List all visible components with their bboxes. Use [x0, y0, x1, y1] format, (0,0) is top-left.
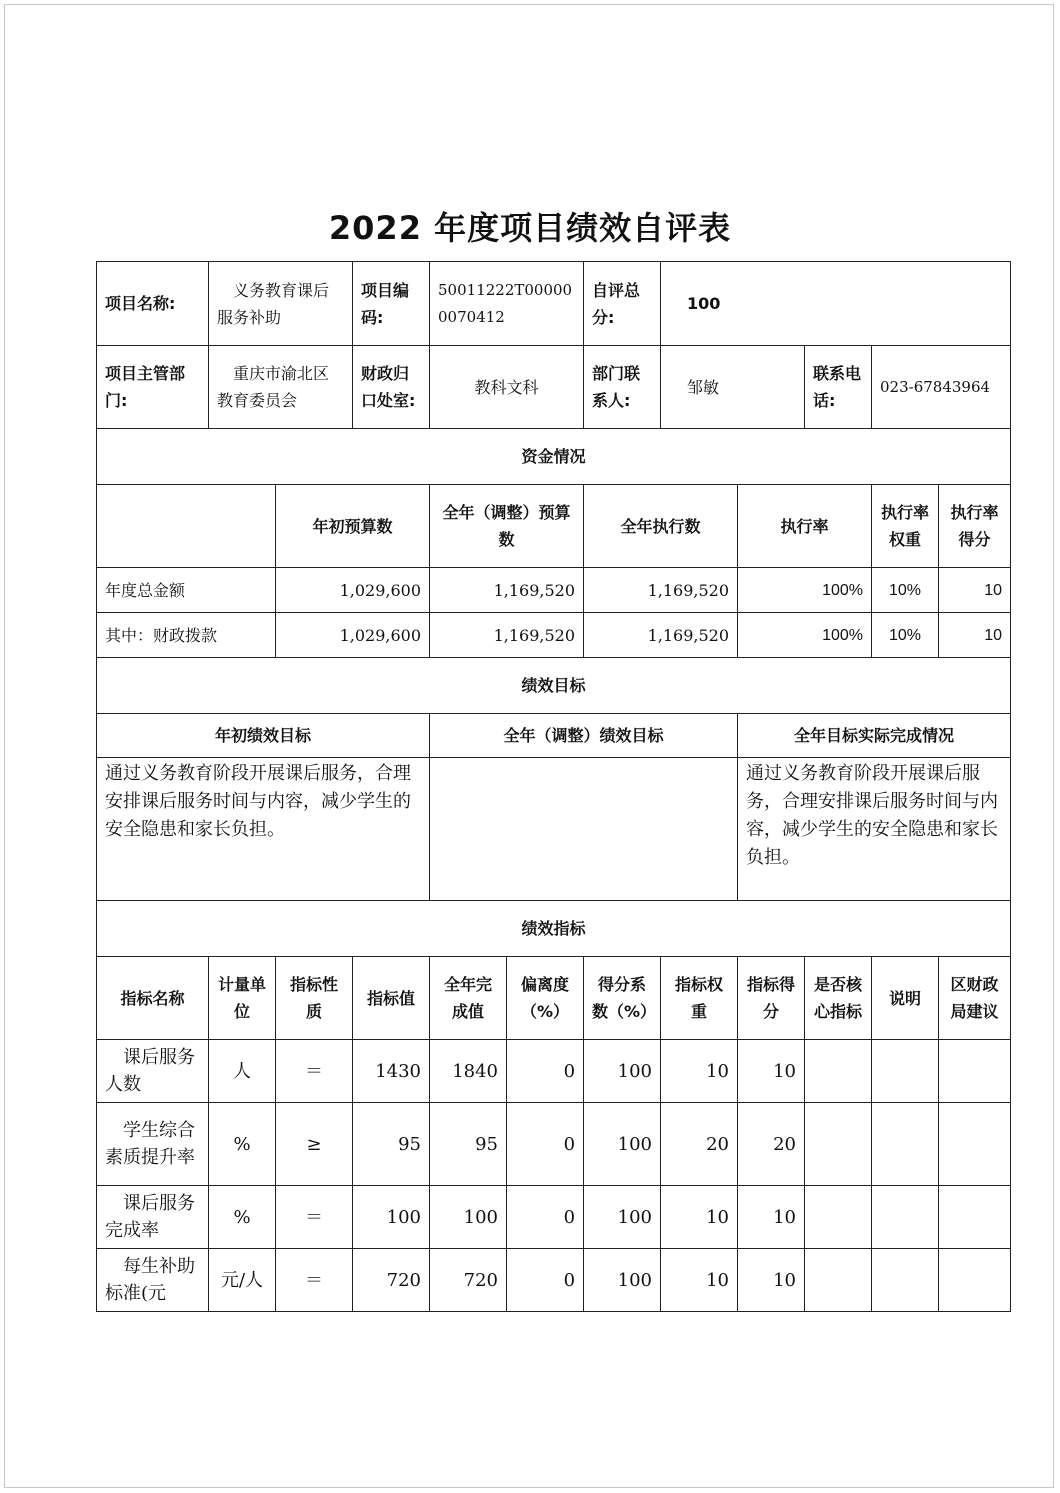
- ind-suggestion: [939, 1186, 1011, 1249]
- ind-actual: 95: [430, 1103, 507, 1186]
- funds-adjusted-budget: 1,169,520: [430, 613, 584, 658]
- goals-section-title: 绩效目标: [97, 658, 1011, 714]
- ind-coefficient: 100: [584, 1186, 661, 1249]
- project-name-value: 义务教育课后服务补助: [209, 262, 353, 346]
- goals-header-adjusted: 全年（调整）绩效目标: [430, 714, 738, 758]
- ind-coefficient: 100: [584, 1103, 661, 1186]
- funds-header-row: [97, 485, 1011, 568]
- dept-value: 重庆市渝北区教育委员会: [209, 346, 353, 429]
- funds-row-total: [97, 568, 1011, 613]
- dept-label: 项目主管部门:: [97, 346, 209, 429]
- ind-core: [805, 1103, 872, 1186]
- ind-header-deviation: 偏离度（%）: [507, 957, 584, 1040]
- ind-nature: ＝: [276, 1249, 353, 1312]
- ind-score: 10: [738, 1040, 805, 1103]
- ind-deviation: 0: [507, 1186, 584, 1249]
- funds-rate-score: 10: [939, 568, 1011, 613]
- ind-unit: %: [209, 1103, 276, 1186]
- ind-coefficient: 100: [584, 1249, 661, 1312]
- ind-header-coefficient: 得分系数（%）: [584, 957, 661, 1040]
- self-evaluation-table: [96, 261, 1011, 1312]
- ind-name: 每生补助标准(元: [97, 1249, 209, 1312]
- funds-section-title: 资金情况: [97, 429, 1011, 485]
- ind-actual: 1840: [430, 1040, 507, 1103]
- funds-initial-budget: 1,029,600: [276, 568, 430, 613]
- ind-nature: ＝: [276, 1186, 353, 1249]
- goals-header-row: [97, 714, 1011, 758]
- funds-header-rate-score: 执行率得分: [939, 485, 1011, 568]
- finance-office-value: 教科文科: [430, 346, 584, 429]
- ind-suggestion: [939, 1103, 1011, 1186]
- ind-weight: 10: [661, 1040, 738, 1103]
- funds-adjusted-budget: 1,169,520: [430, 568, 584, 613]
- goal-adjusted-text: [430, 758, 738, 901]
- ind-header-suggestion: 区财政局建议: [939, 957, 1011, 1040]
- funds-rate-weight: 10%: [872, 613, 939, 658]
- ind-suggestion: [939, 1249, 1011, 1312]
- ind-core: [805, 1249, 872, 1312]
- ind-note: [872, 1249, 939, 1312]
- ind-header-unit: 计量单位: [209, 957, 276, 1040]
- project-code-label: 项目编码:: [353, 262, 430, 346]
- self-score-label: 自评总分:: [584, 262, 661, 346]
- ind-header-name: 指标名称: [97, 957, 209, 1040]
- contact-label: 部门联系人:: [584, 346, 661, 429]
- ind-deviation: 0: [507, 1040, 584, 1103]
- phone-label: 联系电话:: [805, 346, 872, 429]
- phone-value: 023-67843964: [872, 346, 1011, 429]
- ind-unit: 人: [209, 1040, 276, 1103]
- goal-initial-text: 通过义务教育阶段开展课后服务，合理安排课后服务时间与内容，减少学生的安全隐患和家长负担。: [97, 758, 430, 901]
- funds-row-label: 其中：财政拨款: [97, 613, 276, 658]
- ind-nature: ＝: [276, 1040, 353, 1103]
- ind-header-actual: 全年完成值: [430, 957, 507, 1040]
- goal-actual-text: 通过义务教育阶段开展课后服务，合理安排课后服务时间与内容，减少学生的安全隐患和家长负担。: [738, 758, 1011, 901]
- funds-header-initial-budget: 年初预算数: [276, 485, 430, 568]
- funds-header-rate-weight: 执行率权重: [872, 485, 939, 568]
- page-title: 2022 年度项目绩效自评表: [328, 209, 732, 247]
- self-score-value: 100: [661, 262, 1011, 346]
- indicator-row: [97, 1040, 1011, 1103]
- funds-rate-score: 10: [939, 613, 1011, 658]
- indicator-row: [97, 1186, 1011, 1249]
- ind-score: 10: [738, 1186, 805, 1249]
- ind-weight: 20: [661, 1103, 738, 1186]
- ind-name: 课后服务完成率: [97, 1186, 209, 1249]
- ind-target: 95: [353, 1103, 430, 1186]
- ind-weight: 10: [661, 1249, 738, 1312]
- ind-name: 课后服务人数: [97, 1040, 209, 1103]
- ind-header-note: 说明: [872, 957, 939, 1040]
- info-row-2: [97, 346, 1011, 429]
- ind-coefficient: 100: [584, 1040, 661, 1103]
- funds-executed: 1,169,520: [584, 613, 738, 658]
- funds-header-adjusted-budget: 全年（调整）预算数: [430, 485, 584, 568]
- ind-unit: %: [209, 1186, 276, 1249]
- ind-score: 10: [738, 1249, 805, 1312]
- indicators-header-row: [97, 957, 1011, 1040]
- ind-nature: ≥: [276, 1103, 353, 1186]
- goals-content-row: [97, 758, 1011, 901]
- finance-office-label: 财政归口处室:: [353, 346, 430, 429]
- ind-deviation: 0: [507, 1249, 584, 1312]
- funds-executed: 1,169,520: [584, 568, 738, 613]
- funds-rate-weight: 10%: [872, 568, 939, 613]
- ind-header-target: 指标值: [353, 957, 430, 1040]
- ind-core: [805, 1186, 872, 1249]
- funds-row-fiscal: [97, 613, 1011, 658]
- funds-rate: 100%: [738, 613, 872, 658]
- info-row-1: [97, 262, 1011, 346]
- ind-header-weight: 指标权重: [661, 957, 738, 1040]
- funds-header-blank: [97, 485, 276, 568]
- ind-target: 720: [353, 1249, 430, 1312]
- funds-row-label: 年度总金额: [97, 568, 276, 613]
- ind-note: [872, 1186, 939, 1249]
- ind-header-nature: 指标性质: [276, 957, 353, 1040]
- ind-note: [872, 1040, 939, 1103]
- funds-rate: 100%: [738, 568, 872, 613]
- ind-target: 1430: [353, 1040, 430, 1103]
- indicator-row: [97, 1103, 1011, 1186]
- ind-name: 学生综合素质提升率: [97, 1103, 209, 1186]
- indicators-section-title: 绩效指标: [97, 901, 1011, 957]
- funds-header-executed: 全年执行数: [584, 485, 738, 568]
- goals-header-initial: 年初绩效目标: [97, 714, 430, 758]
- ind-target: 100: [353, 1186, 430, 1249]
- ind-weight: 10: [661, 1186, 738, 1249]
- project-code-value: 50011222T000000070412: [430, 262, 584, 346]
- funds-initial-budget: 1,029,600: [276, 613, 430, 658]
- ind-core: [805, 1040, 872, 1103]
- indicator-row: [97, 1249, 1011, 1312]
- ind-deviation: 0: [507, 1103, 584, 1186]
- ind-note: [872, 1103, 939, 1186]
- ind-header-core: 是否核心指标: [805, 957, 872, 1040]
- contact-value: 邹敏: [661, 346, 805, 429]
- ind-unit: 元/人: [209, 1249, 276, 1312]
- ind-actual: 100: [430, 1186, 507, 1249]
- funds-header-rate: 执行率: [738, 485, 872, 568]
- goals-header-actual: 全年目标实际完成情况: [738, 714, 1011, 758]
- project-name-label: 项目名称:: [97, 262, 209, 346]
- ind-header-score: 指标得分: [738, 957, 805, 1040]
- ind-score: 20: [738, 1103, 805, 1186]
- ind-suggestion: [939, 1040, 1011, 1103]
- ind-actual: 720: [430, 1249, 507, 1312]
